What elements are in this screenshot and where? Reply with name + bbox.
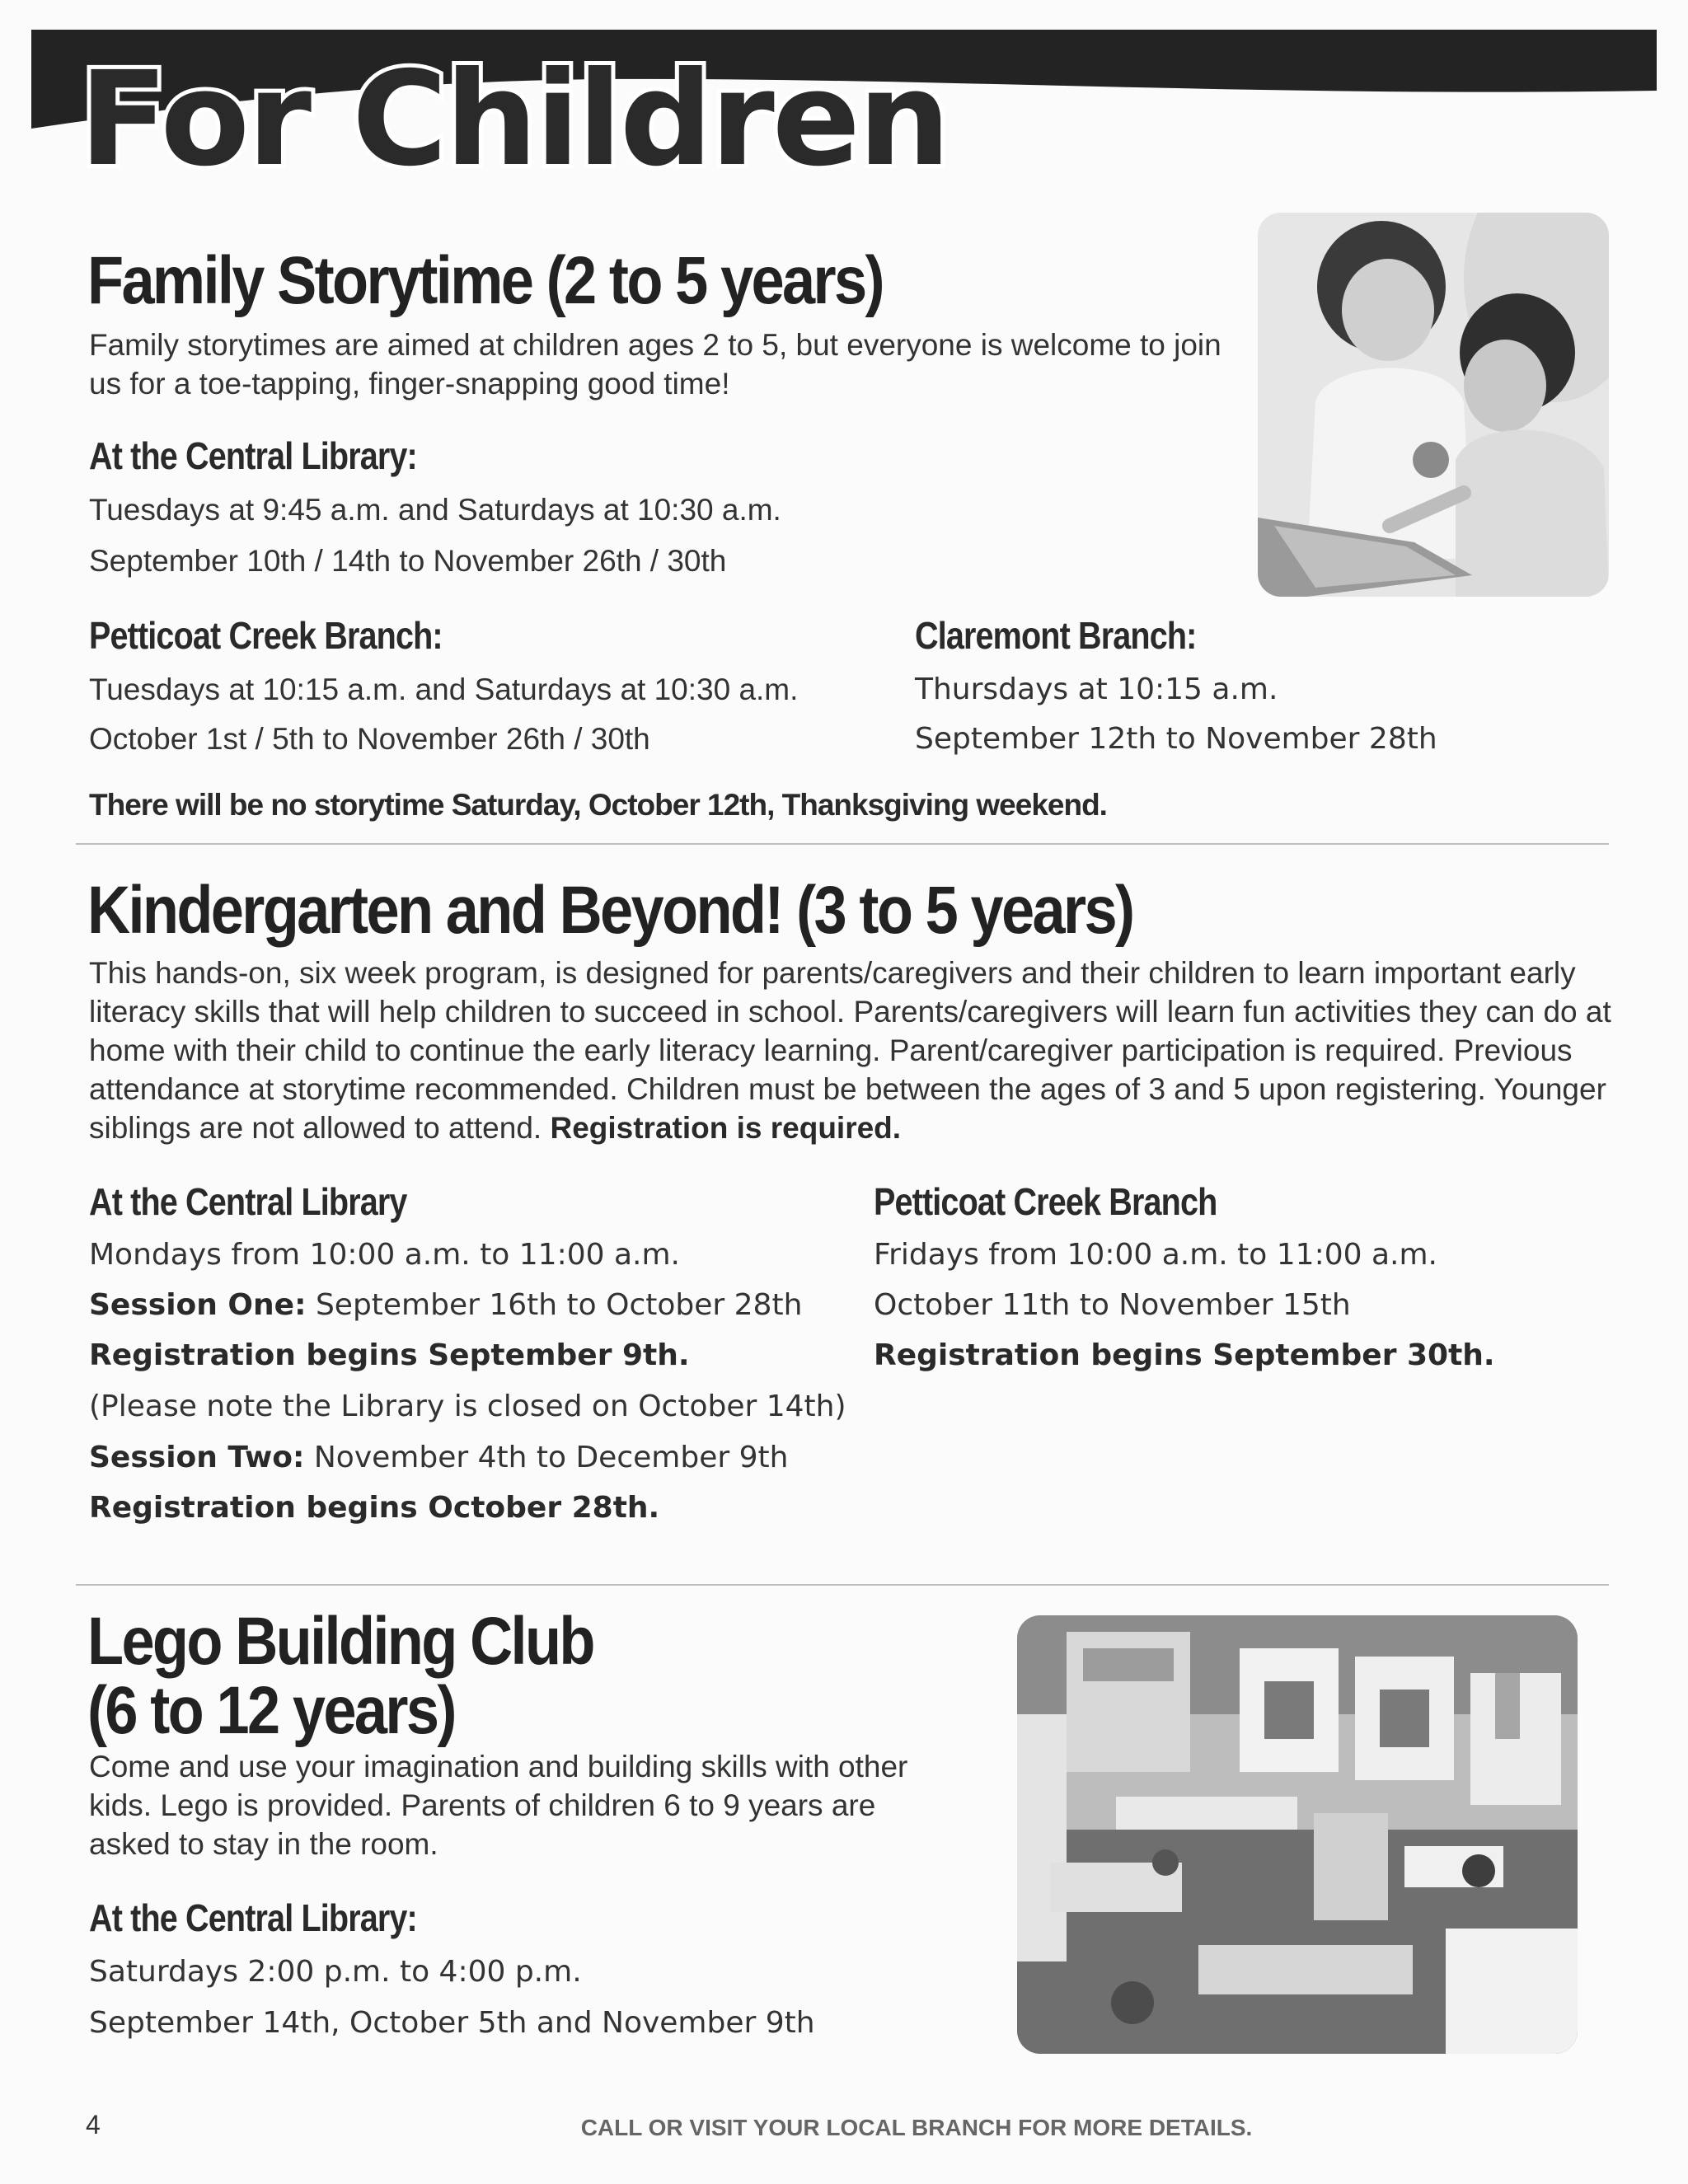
lego-heading-line2: (6 to 12 years) [87, 1673, 455, 1748]
section-divider [76, 843, 1609, 845]
lego-heading-line1: Lego Building Club [87, 1604, 593, 1679]
page-title: For Children [79, 44, 949, 195]
storytime-heading: Family Storytime (2 to 5 years) [87, 243, 883, 318]
kindergarten-session-one: Session One: September 16th to October 28th [89, 1288, 803, 1322]
registration-required-note: Registration is required. [550, 1111, 902, 1145]
footer-text: CALL OR VISIT YOUR LOCAL BRANCH FOR MORE DETAILS. [580, 2115, 1253, 2140]
storytime-claremont-label: Claremont Branch: [915, 614, 1197, 657]
storytime-claremont-schedule: Thursdays at 10:15 a.m. [915, 673, 1278, 706]
kindergarten-description: This hands-on, six week program, is designed for parents/caregivers and their children to learn important early literacy skills that will help children to succeed in school. Parents/caregivers will learn fun activities they can do at home with their child to continue the early literacy learning. Parent/caregiver participation is required. Previous attendance at storytime recommended. Children must be between the ages of 3 and 5 upon registering. Younger siblings are not allowed to attend. Registration is required. [89, 956, 1611, 1145]
kindergarten-session-two-registration: Registration begins October 28th. [89, 1491, 660, 1525]
kindergarten-petticoat-label: Petticoat Creek Branch [874, 1180, 1217, 1223]
kindergarten-petticoat-registration: Registration begins September 30th. [874, 1338, 1495, 1372]
kindergarten-closed-note: (Please note the Library is closed on October 14th) [89, 1390, 846, 1423]
lego-book-sculpture-photo [1017, 1615, 1578, 2054]
children-reading-photo [1258, 213, 1609, 597]
storytime-central-dates: September 10th / 14th to November 26th / 30th [89, 544, 727, 578]
kindergarten-heading: Kindergarten and Beyond! (3 to 5 years) [87, 873, 1133, 948]
lego-central-schedule: Saturdays 2:00 p.m. to 4:00 p.m. [89, 1955, 582, 1989]
kindergarten-session-two: Session Two: November 4th to December 9th [89, 1441, 789, 1474]
storytime-description: Family storytimes are aimed at children ages 2 to 5, but everyone is welcome to join us for a toe-tapping, finger-snapping good time! [89, 328, 1221, 401]
page-number: 4 [86, 2110, 101, 2139]
kindergarten-petticoat-dates: October 11th to November 15th [874, 1288, 1351, 1322]
lego-central-dates: September 14th, October 5th and November 9th [89, 2006, 815, 2040]
storytime-central-schedule: Tuesdays at 9:45 a.m. and Saturdays at 10:30 a.m. [89, 493, 781, 527]
lego-central-label: At the Central Library: [89, 1896, 417, 1939]
kindergarten-session-one-registration: Registration begins September 9th. [89, 1338, 690, 1372]
storytime-central-label: At the Central Library: [89, 434, 417, 477]
kindergarten-central-label: At the Central Library [89, 1180, 407, 1223]
storytime-note: There will be no storytime Saturday, October 12th, Thanksgiving weekend. [89, 788, 1107, 822]
storytime-petticoat-schedule: Tuesdays at 10:15 a.m. and Saturdays at 10:30 a.m. [89, 673, 799, 706]
kindergarten-petticoat-schedule: Fridays from 10:00 a.m. to 11:00 a.m. [874, 1238, 1437, 1272]
storytime-petticoat-dates: October 1st / 5th to November 26th / 30th [89, 722, 650, 756]
storytime-claremont-dates: September 12th to November 28th [915, 722, 1437, 756]
storytime-petticoat-label: Petticoat Creek Branch: [89, 614, 443, 657]
kindergarten-central-schedule: Mondays from 10:00 a.m. to 11:00 a.m. [89, 1238, 680, 1272]
lego-description: Come and use your imagination and building skills with other kids. Lego is provided. Parents of children 6 to 9 years are asked to stay in the room. [89, 1750, 908, 1861]
section-divider [76, 1584, 1609, 1586]
